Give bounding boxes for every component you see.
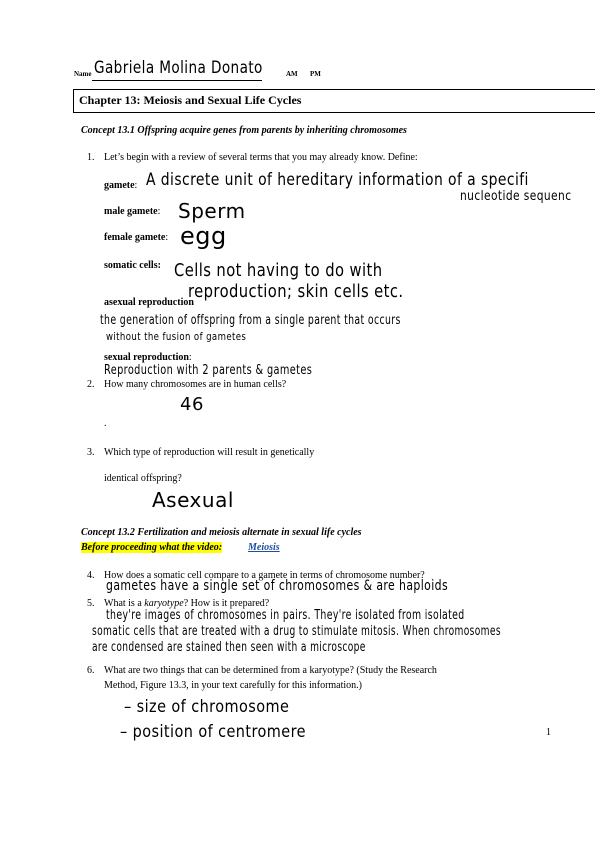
q1-number: 1.: [87, 152, 95, 163]
q6-prompt-line2: Method, Figure 13.3, in your text carefully for this information.): [104, 680, 363, 691]
name-value[interactable]: Gabriela Molina Donato: [94, 58, 263, 78]
q6-answer-line2[interactable]: – position of centromere: [120, 722, 306, 742]
q6-number: 6.: [87, 665, 95, 676]
q3-prompt-line2: identical offspring?: [104, 473, 182, 484]
chapter-title: Chapter 13: Meiosis and Sexual Life Cycles: [79, 93, 302, 107]
asexual-reproduction-label: asexual reproduction: [104, 297, 194, 308]
name-label: Name: [74, 70, 92, 78]
q2-number: 2.: [87, 379, 95, 390]
sexual-reproduction-label: sexual reproduction:: [104, 352, 192, 363]
q3-prompt-line1: Which type of reproduction will result in genetically: [104, 447, 315, 458]
somatic-answer-line2[interactable]: reproduction; skin cells etc.: [188, 281, 404, 302]
q2-answer[interactable]: 46: [180, 394, 204, 415]
q3-number: 3.: [87, 447, 95, 458]
asexual-answer-line2[interactable]: without the fusion of gametes: [106, 330, 247, 343]
female-gamete-label: female gamete:: [104, 232, 169, 243]
male-gamete-label: male gamete:: [104, 206, 161, 217]
q4-prompt: How does a somatic cell compare to a gamete in terms of chromosome number?: [104, 570, 425, 581]
page-number: 1: [546, 727, 551, 738]
meiosis-video-link[interactable]: Meiosis: [248, 542, 280, 553]
concept-13-2-title: Concept 13.2 Fertilization and meiosis alternate in sexual life cycles: [81, 527, 362, 538]
female-gamete-answer[interactable]: egg: [180, 222, 227, 250]
q5-answer-line3[interactable]: are condensed are stained then seen with a microscope: [92, 640, 366, 655]
q5-answer-line1[interactable]: they're images of chromosomes in pairs. They're isolated from isolated: [106, 608, 465, 623]
gamete-answer-line1[interactable]: A discrete unit of hereditary information of a specifi: [146, 170, 529, 190]
q2-dot: .: [104, 418, 107, 429]
am-label: AM: [286, 70, 298, 78]
male-gamete-answer[interactable]: Sperm: [178, 199, 246, 223]
gamete-answer-line2[interactable]: nucleotide sequenc: [460, 189, 572, 204]
q4-answer[interactable]: gametes have a single set of chromosomes & are haploids: [106, 578, 449, 594]
gamete-label: gamete:: [104, 180, 138, 191]
pm-label: PM: [310, 70, 321, 78]
somatic-cells-label: somatic cells:: [104, 260, 161, 271]
q5-answer-line2[interactable]: somatic cells that are treated with a drug to stimulate mitosis. When chromosomes: [92, 624, 501, 639]
q1-prompt: Let’s begin with a review of several terms that you may already know. Define:: [104, 152, 418, 163]
asexual-answer-line1[interactable]: the generation of offspring from a single parent that occurs: [100, 313, 401, 328]
q2-prompt: How many chromosomes are in human cells?: [104, 379, 287, 390]
q5-prompt: What is a karyotype? How is it prepared?: [104, 598, 270, 609]
video-instruction: Before proceeding what the video:: [81, 542, 223, 553]
q6-prompt-line1: What are two things that can be determined from a karyotype? (Study the Research: [104, 665, 437, 676]
q6-answer-line1[interactable]: – size of chromosome: [124, 697, 290, 717]
concept-13-1-title: Concept 13.1 Offspring acquire genes from parents by inheriting chromosomes: [81, 125, 407, 136]
sexual-answer[interactable]: Reproduction with 2 parents & gametes: [104, 363, 313, 378]
name-underline: [92, 80, 262, 81]
somatic-answer-line1[interactable]: Cells not having to do with: [174, 260, 383, 281]
q5-number: 5.: [87, 598, 95, 609]
q3-answer[interactable]: Asexual: [152, 488, 234, 512]
q4-number: 4.: [87, 570, 95, 581]
